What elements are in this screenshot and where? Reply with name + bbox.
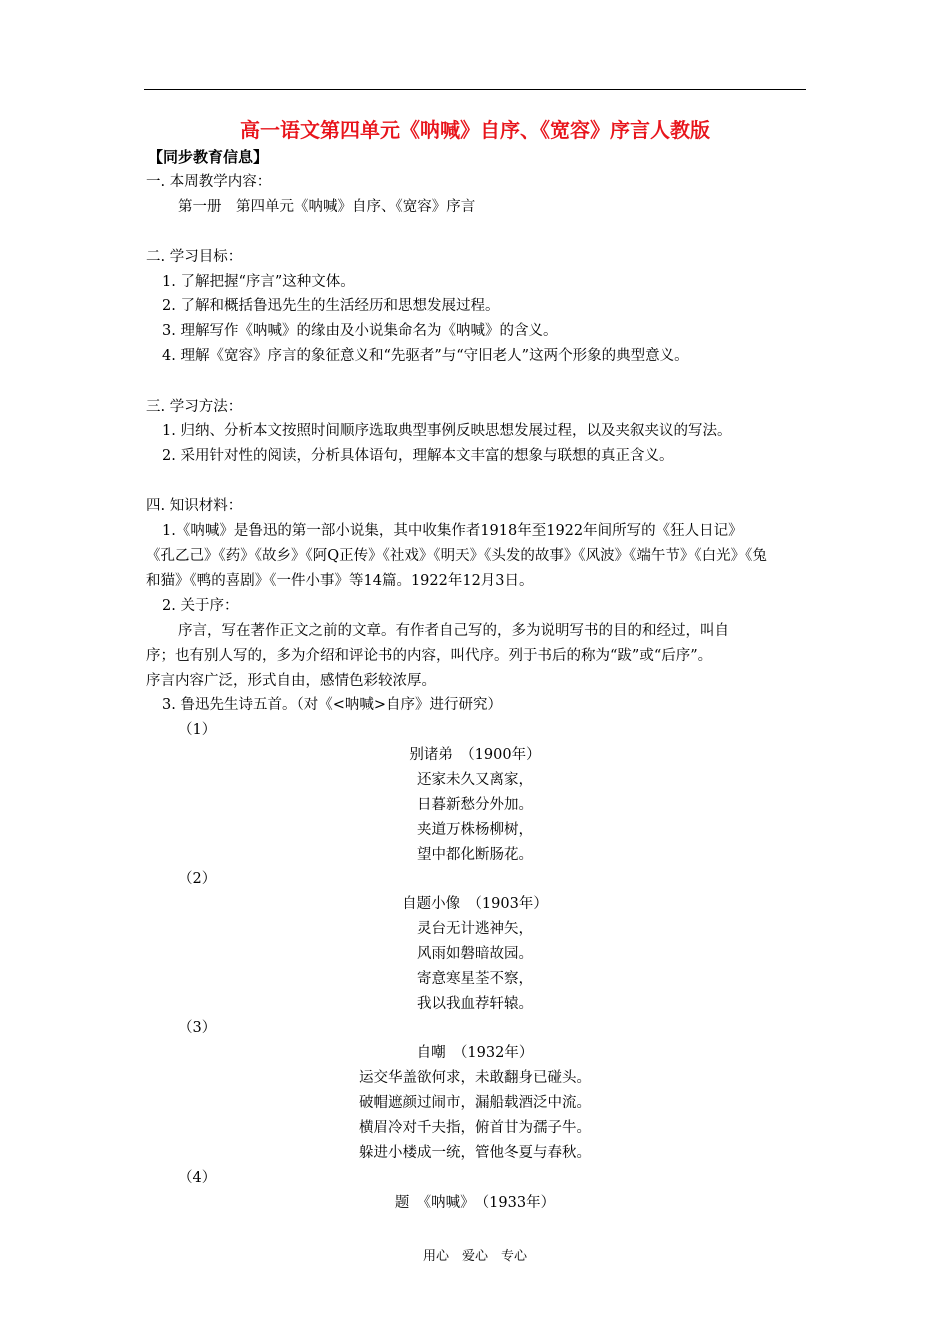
poem-title: 自嘲 （1932年） xyxy=(416,1045,534,1061)
poem-line: 寄意寒星荃不察， xyxy=(417,971,533,987)
s2-item: 1. 了解把握“序言”这种文体。 xyxy=(162,274,355,290)
poem-line: 灵台无计逃神矢， xyxy=(417,921,533,937)
s4-p2-heading: 2. 关于序： xyxy=(162,598,239,614)
s2-item: 3. 理解写作《呐喊》的缘由及小说集命名为《呐喊》的含义。 xyxy=(162,323,558,339)
s1-heading: 一. 本周教学内容： xyxy=(146,174,272,190)
poem-title: 题 《呐喊》 （1933年） xyxy=(394,1195,556,1211)
s3-item: 2. 采用针对性的阅读，分析具体语句，理解本文丰富的想象与联想的真正含义。 xyxy=(162,448,674,464)
s4-p2-line: 序言内容广泛，形式自由，感情色彩较浓厚。 xyxy=(146,673,436,689)
s4-heading: 四. 知识材料： xyxy=(146,498,243,514)
page-footer: 用心 爱心 专心 xyxy=(422,1249,527,1264)
poem-number: （1） xyxy=(178,722,217,738)
s4-p2-line: 序；也有别人写的，多为介绍和评论书的内容，叫代序。列于书后的称为“跋”或“后序”。 xyxy=(146,648,713,664)
section-header: 【同步教育信息】 xyxy=(148,148,269,166)
poem-line: 横眉冷对千夫指，俯首甘为孺子牛。 xyxy=(359,1120,591,1136)
poem-number: （3） xyxy=(178,1020,217,1036)
header-rule xyxy=(144,89,806,90)
document-title: 高一语文第四单元《呐喊》自序、《宽容》序言人教版 xyxy=(240,118,710,142)
s4-p1-line: 和猫》《鸭的喜剧》《一件小事》等14篇。1922年12月3日。 xyxy=(146,573,534,589)
s4-p1-line: 1.《呐喊》是鲁迅的第一部小说集，其中收集作者1918年至1922年间所写的《狂人日记》 xyxy=(162,523,743,539)
s2-heading: 二. 学习目标： xyxy=(146,249,243,265)
poem-title: 别诸弟 （1900年） xyxy=(409,747,541,763)
poem-line: 躲进小楼成一统，管他冬夏与春秋。 xyxy=(359,1145,591,1161)
poem-line: 破帽遮颜过闹市，漏船载酒泛中流。 xyxy=(359,1095,591,1111)
s1-content: 第一册 第四单元《呐喊》自序、《宽容》序言 xyxy=(178,199,476,215)
s2-item: 2. 了解和概括鲁迅先生的生活经历和思想发展过程。 xyxy=(162,298,500,314)
poem-line: 夹道万株杨柳树， xyxy=(417,822,533,838)
poem-line: 运交华盖欲何求，未敢翻身已碰头。 xyxy=(359,1070,591,1086)
s3-heading: 三. 学习方法： xyxy=(146,399,243,415)
poem-line: 风雨如磐暗故园。 xyxy=(417,946,533,962)
s4-p1-line: 《孔乙己》《药》《故乡》《阿Q正传》《社戏》《明天》《头发的故事》《风波》《端午节》《白光》《兔 xyxy=(146,548,767,564)
poem-title: 自题小像 （1903年） xyxy=(402,896,548,912)
poem-line: 我以我血荐轩辕。 xyxy=(417,996,533,1012)
poem-number: （4） xyxy=(178,1170,217,1186)
s2-item: 4. 理解《宽容》序言的象征意义和“先驱者”与“守旧老人”这两个形象的典型意义。 xyxy=(162,348,689,364)
poem-line: 日暮新愁分外加。 xyxy=(417,797,533,813)
poem-line: 望中都化断肠花。 xyxy=(417,847,533,863)
s3-item: 1. 归纳、分析本文按照时间顺序选取典型事例反映思想发展过程，以及夹叙夹议的写法。 xyxy=(162,423,732,439)
s4-p3-heading: 3. 鲁迅先生诗五首。（对《<呐喊>自序》进行研究） xyxy=(162,697,502,713)
s4-p2-line: 序言，写在著作正文之前的文章。有作者自己写的，多为说明写书的目的和经过，叫自 xyxy=(178,623,729,639)
poem-line: 还家未久又离家， xyxy=(417,772,533,788)
poem-number: （2） xyxy=(178,871,217,887)
